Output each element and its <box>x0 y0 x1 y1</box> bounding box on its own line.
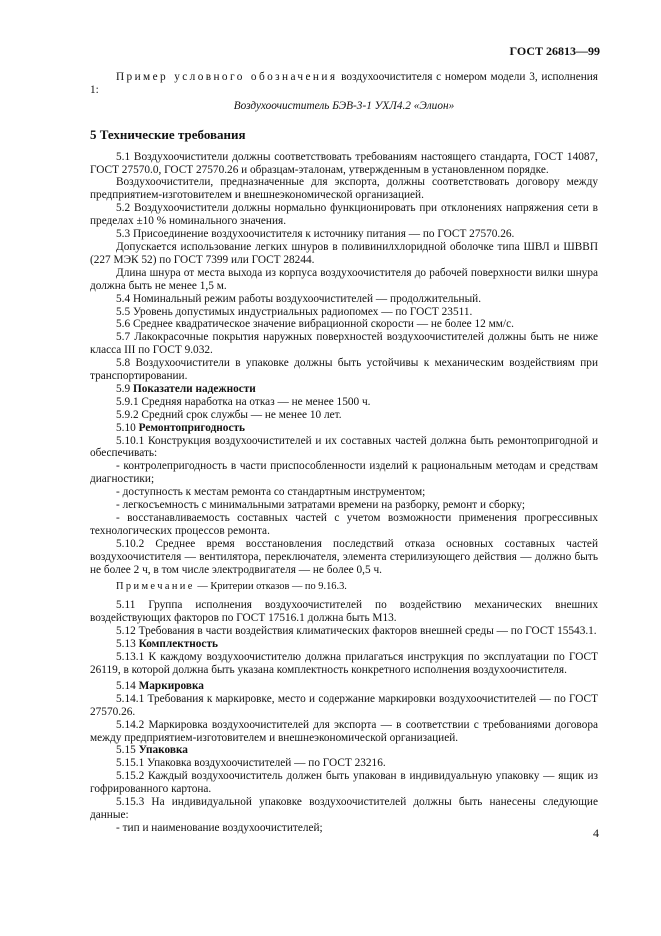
example-label: Пример условного обозначения <box>116 71 338 83</box>
subsection-heading-marking <box>90 680 598 693</box>
paragraph: 5.14.1 Требования к маркировке, место и содержание маркировки воздухоочистителей — по ГОСТ 27570.26. <box>90 692 598 718</box>
paragraph: 5.9.2 Средний срок службы — не менее 10 лет. <box>116 408 342 421</box>
subsection-title: Упаковка <box>138 744 188 757</box>
paragraph: 5.15.2 Каждый воздухоочиститель должен быть упакован в индивидуальную упаковку — ящик из гофрированного картона. <box>90 770 598 796</box>
paragraph: 5.6 Среднее квадратическое значение вибрационной скорости — не более 12 мм/с. <box>116 318 514 331</box>
paragraph: 5.9.1 Средняя наработка на отказ — не менее 1500 ч. <box>116 395 371 408</box>
paragraph: 5.1 Воздухоочистители должны соответствовать требованиям настоящего стандарта, ГОСТ 14087, ГОСТ 27570.0, ГОСТ 27570.26 и образцам-эталонам, утвержденным в установленном порядке. <box>90 150 598 176</box>
example-designation: Воздухоочиститель БЭВ-3-1 УХЛ4.2 «Элион» <box>233 99 455 112</box>
paragraph: 5.13.1 К каждому воздухоочистителю должна прилагаться инструкция по эксплуатации по ГОСТ 26119, в которой должна быть указана комплектность конкретного исполнения воздухоочистителя. <box>90 651 598 676</box>
note-label: Примечание <box>116 580 195 592</box>
section-title: 5 Технические требования <box>90 126 246 142</box>
list-item: - тип и наименование воздухоочистителей; <box>116 821 323 834</box>
subsection-title: Показатели надежности <box>132 382 256 395</box>
subsection-number: 5.9 <box>116 382 133 395</box>
subsection-number: 5.10 <box>116 421 139 434</box>
paragraph: 5.8 Воздухоочистители в упаковке должны быть устойчивы к механическим воздействиям при транспортировании. <box>90 357 598 383</box>
subsection-heading-reliability <box>90 383 598 396</box>
subsection-heading-repair <box>90 422 598 435</box>
paragraph: 5.15.1 Упаковка воздухоочистителей — по ГОСТ 23216. <box>116 757 386 770</box>
subsection-title: Ремонтопригодность <box>138 421 245 434</box>
page-content <box>90 71 598 835</box>
list-item: - доступность к местам ремонта со стандартным инструментом; <box>116 486 426 499</box>
paragraph: Длина шнура от места выхода из корпуса воздухоочистителя до рабочей поверхности вилки шнура должна быть не менее 1,5 м. <box>90 266 598 292</box>
subsection-title: Комплектность <box>138 638 218 651</box>
subsection-title: Маркировка <box>138 679 204 692</box>
paragraph: 5.2 Воздухоочистители должны нормально функционировать при отклонениях напряжения сети в пределах ±10 % номинального значения. <box>90 202 598 228</box>
paragraph: 5.3 Присоединение воздухоочистителя к источнику питания — по ГОСТ 27570.26. <box>116 228 515 241</box>
list-item: - легкосъемность с минимальными затратами времени на разборку, ремонт и сборку; <box>116 499 526 512</box>
list-item: - контролепригодность в части приспособленности изделий к рациональным методам и средствам диагностики; <box>90 460 598 486</box>
subsection-number: 5.13 <box>116 638 139 651</box>
subsection-number: 5.15 <box>116 744 139 757</box>
paragraph: Воздухоочистители, предназначенные для экспорта, должны соответствовать договору между предприятием-изготовителем и внешнеэкономической организацией. <box>90 176 598 202</box>
paragraph: Допускается использование легких шнуров в поливинилхлоридной оболочке типа ШВЛ и ШВВП (227 МЭК 52) по ГОСТ 7399 или ГОСТ 28244. <box>90 240 598 266</box>
paragraph: 5.10.1 Конструкция воздухоочистителей и их составных частей должна быть ремонтопригодной и обеспечивать: <box>90 434 598 460</box>
note <box>90 581 598 594</box>
list-item: - восстанавливаемость составных частей с учетом возможности применения прогрессивных технологических процессов ремонта. <box>90 512 598 537</box>
paragraph: 5.5 Уровень допустимых индустриальных радиопомех — по ГОСТ 23511. <box>116 305 473 318</box>
paragraph: 5.14.2 Маркировка воздухоочистителей для экспорта — в соответствии с требованиями договора между предприятием-изготовителем и внешнеэкономической организацией. <box>90 718 598 744</box>
paragraph: 5.10.2 Среднее время восстановления последствий отказа основных составных частей воздухоочистителя — вентилятора, переключателя, элемента стерилизующего действия — должно быть не более 2 ч, в том числе электродвигателя — не более 0,5 ч. <box>90 537 598 576</box>
paragraph: 5.11 Группа исполнения воздухоочистителей по воздействию механических внешних воздействующих факторов по ГОСТ 17516.1 должна быть М13. <box>90 599 598 625</box>
page-number: 4 <box>593 826 599 840</box>
paragraph: 5.12 Требования в части воздействия климатических факторов внешней среды — по ГОСТ 15543.1. <box>116 625 597 638</box>
paragraph: 5.4 Номинальный режим работы воздухоочистителей — продолжительный. <box>116 292 482 305</box>
example-paragraph <box>90 71 598 97</box>
subsection-heading-completeness <box>90 638 598 651</box>
note-text: — Критерии отказов — по 9.16.3. <box>194 580 347 592</box>
paragraph: 5.7 Лакокрасочные покрытия наружных поверхностей воздухоочистителей должны быть не ниже класса III по ГОСТ 9.032. <box>90 331 598 357</box>
subsection-number: 5.14 <box>116 679 139 692</box>
paragraph: 5.15.3 На индивидуальной упаковке воздухоочистителей должны быть нанесены следующие данные: <box>90 796 598 821</box>
standard-code: ГОСТ 26813—99 <box>509 44 600 58</box>
example-text: воздухоочистителя с номером модели 3, исполнения 1: <box>90 71 598 96</box>
subsection-heading-packing <box>90 744 598 757</box>
